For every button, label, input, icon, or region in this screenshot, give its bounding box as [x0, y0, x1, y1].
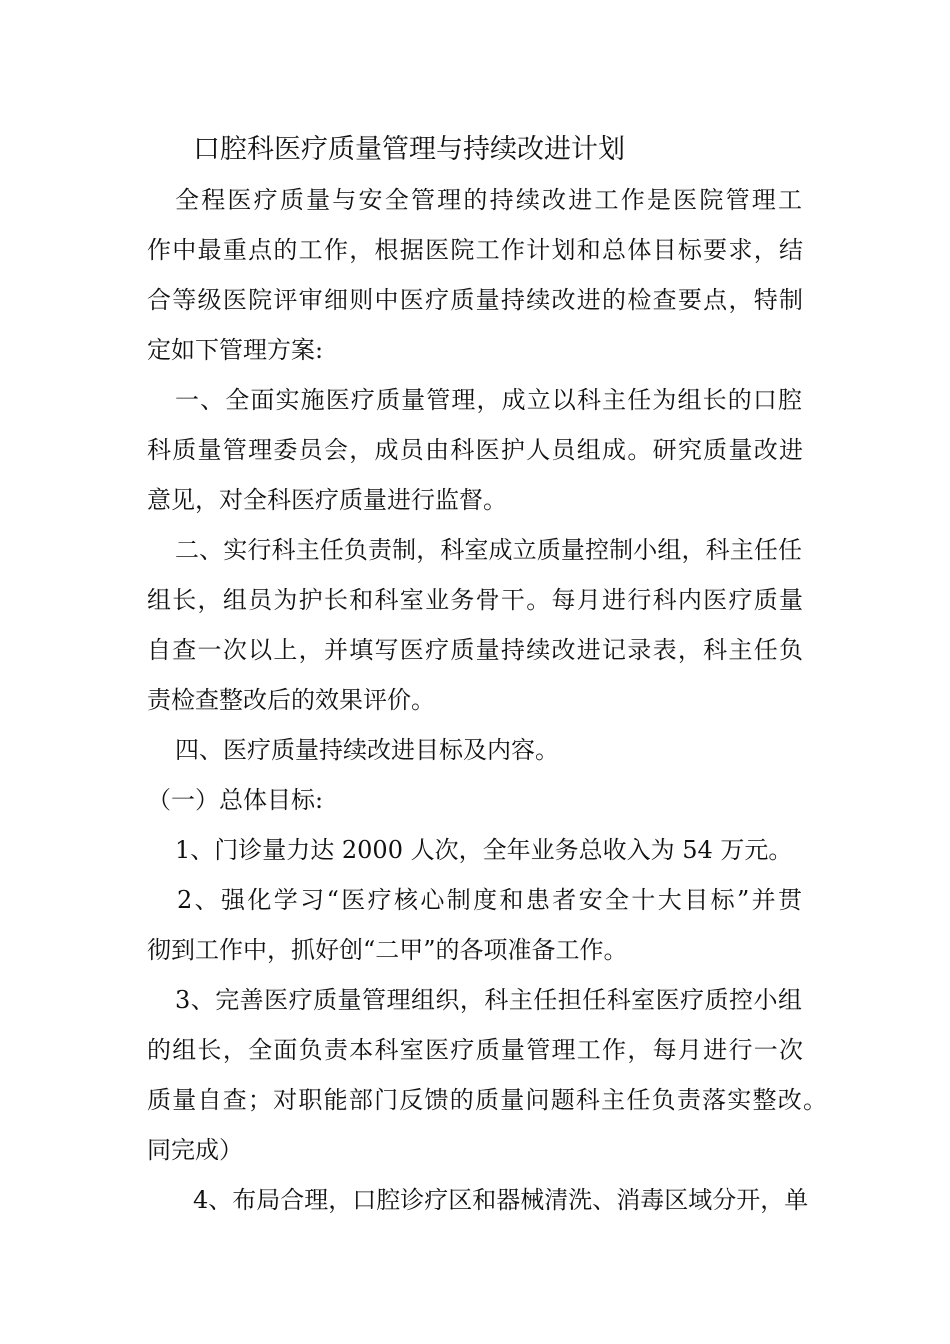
document-title: 口腔科医疗质量管理与持续改进计划 — [193, 134, 625, 165]
paragraph-line: 作中最重点的工作，根据医院工作计划和总体目标要求，结 — [147, 236, 803, 264]
paragraph-line: 定如下管理方案: — [147, 336, 324, 364]
paragraph-line: 同完成） — [147, 1136, 243, 1164]
list-item: 3、完善医疗质量管理组织，科主任担任科室医疗质控小组 — [175, 986, 802, 1014]
subsection-heading: （一）总体目标: — [147, 786, 324, 814]
paragraph-line: 自查一次以上，并填写医疗质量持续改进记录表，科主任负 — [147, 636, 803, 664]
paragraph-line: 一、全面实施医疗质量管理，成立以科主任为组长的口腔 — [175, 386, 802, 414]
paragraph-line: 意见，对全科医疗质量进行监督。 — [147, 486, 507, 514]
paragraph-line: 质量自查；对职能部门反馈的质量问题科主任负责落实整改。 — [147, 1086, 827, 1114]
paragraph-line: 全程医疗质量与安全管理的持续改进工作是医院管理工 — [175, 186, 802, 214]
list-item: 1、门诊量力达 2000 人次，全年业务总收入为 54 万元。 — [175, 836, 793, 864]
list-item: 2、强化学习“医疗核心制度和患者安全十大目标”并贯 — [177, 886, 802, 914]
paragraph-line: 责检查整改后的效果评价。 — [147, 686, 435, 714]
paragraph-line: 二、实行科主任负责制，科室成立质量控制小组，科主任任 — [175, 536, 802, 564]
paragraph-line: 的组长，全面负责本科室医疗质量管理工作，每月进行一次 — [147, 1036, 803, 1064]
paragraph-line: 合等级医院评审细则中医疗质量持续改进的检查要点，特制 — [147, 286, 803, 314]
list-item: 4、布局合理，口腔诊疗区和器械清洗、消毒区域分开，单 — [193, 1186, 809, 1214]
paragraph-line: 组长，组员为护长和科室业务骨干。每月进行科内医疗质量 — [147, 586, 803, 614]
paragraph-line: 科质量管理委员会，成员由科医护人员组成。研究质量改进 — [147, 436, 803, 464]
section-heading: 四、医疗质量持续改进目标及内容。 — [175, 736, 559, 764]
paragraph-line: 彻到工作中，抓好创“二甲”的各项准备工作。 — [147, 936, 628, 964]
